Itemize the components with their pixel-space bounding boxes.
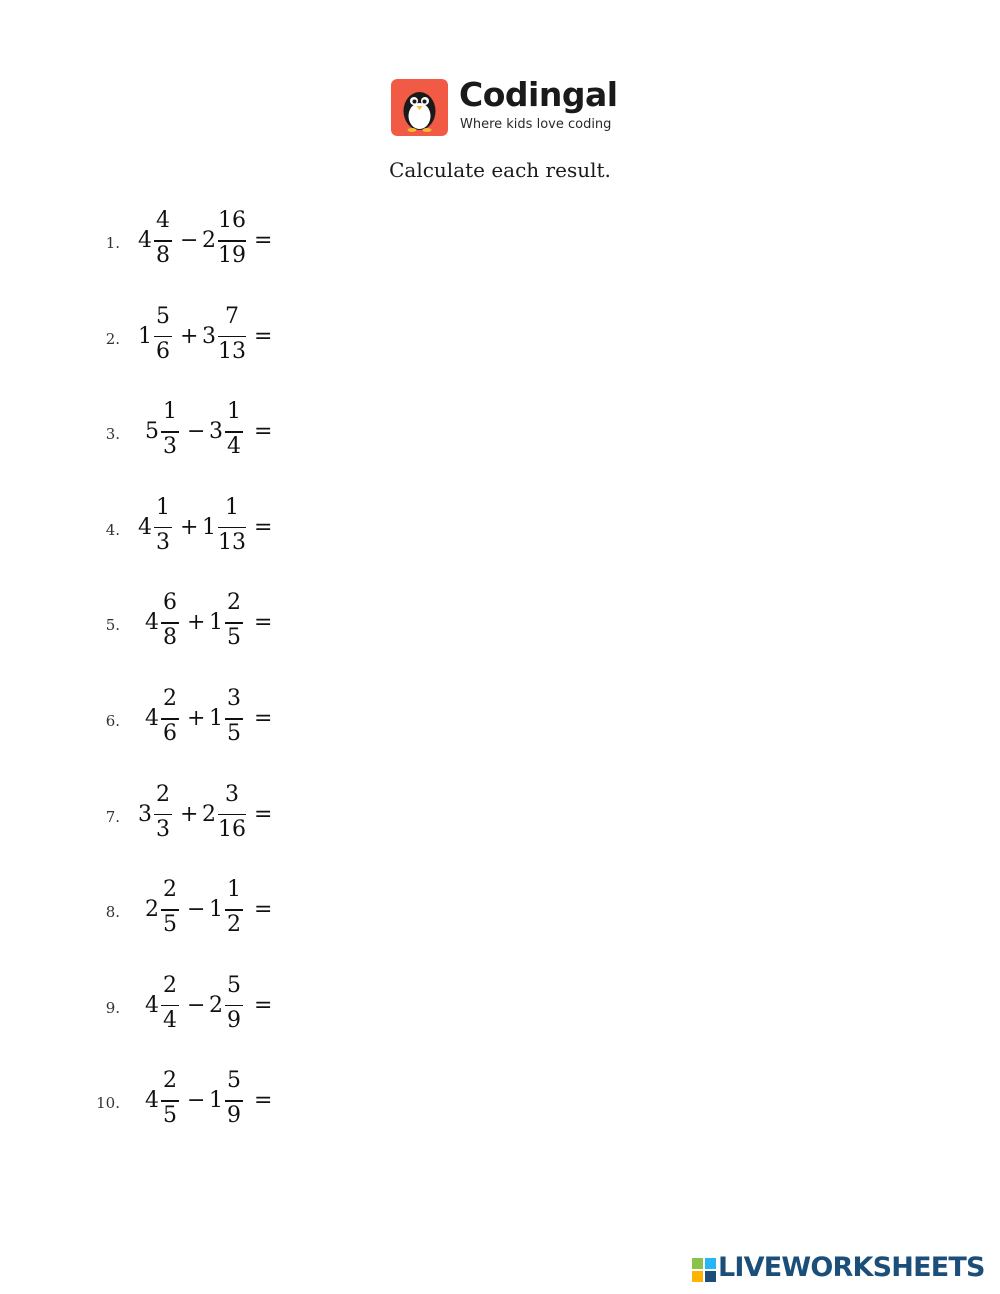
numerator: 2 — [163, 972, 177, 998]
problem-item — [0, 300, 400, 380]
numerator: 2 — [163, 877, 177, 903]
denominator: 6 — [156, 338, 170, 364]
fraction-bar — [154, 240, 172, 242]
problem-item — [0, 1064, 400, 1144]
denominator: 3 — [156, 529, 170, 555]
first-whole-number: 2 — [145, 897, 159, 923]
numerator: 3 — [227, 686, 241, 711]
numerator: 16 — [218, 208, 246, 233]
fraction-bar — [161, 1005, 179, 1007]
equals-sign: = — [254, 992, 273, 1018]
problem-item — [0, 778, 400, 858]
operator: + — [180, 323, 199, 349]
problem-number: 3. — [105, 425, 120, 444]
equals-sign: = — [254, 514, 273, 540]
denominator: 5 — [163, 1103, 177, 1129]
problem-number: 5. — [105, 616, 120, 635]
problem-item — [0, 204, 400, 284]
fraction-bar — [225, 431, 243, 433]
numerator: 6 — [163, 590, 177, 616]
problem-item — [0, 682, 400, 762]
equals-sign: = — [254, 228, 273, 253]
first-whole-number: 4 — [138, 228, 152, 253]
denominator: 3 — [163, 434, 177, 460]
second-whole-number: 1 — [209, 897, 223, 923]
liveworksheets-brand — [692, 1253, 992, 1285]
first-whole-number: 1 — [138, 323, 152, 349]
numerator: 5 — [227, 972, 241, 998]
problem-number: 8. — [105, 903, 120, 922]
problem-number: 6. — [105, 712, 120, 730]
denominator: 9 — [227, 1007, 241, 1033]
fraction-bar — [154, 527, 172, 529]
first-whole-number: 5 — [145, 419, 159, 445]
problem-number: 7. — [105, 807, 120, 826]
denominator: 4 — [163, 1007, 177, 1033]
numerator: 1 — [225, 494, 239, 520]
denominator: 8 — [163, 625, 177, 651]
problem-number: 2. — [105, 329, 120, 348]
operator: + — [180, 801, 199, 827]
numerator: 2 — [163, 1068, 177, 1094]
denominator: 9 — [227, 1103, 241, 1129]
liveworksheets-logo-icon — [692, 1258, 716, 1282]
operator: − — [187, 1088, 206, 1114]
second-whole-number: 1 — [209, 706, 223, 731]
numerator: 1 — [163, 399, 177, 425]
second-whole-number: 1 — [209, 1088, 223, 1114]
numerator: 1 — [227, 399, 241, 425]
equals-sign: = — [254, 1088, 273, 1114]
fraction-bar — [218, 527, 246, 529]
denominator: 8 — [156, 243, 170, 268]
operator: + — [187, 706, 206, 731]
brand-tagline: Where kids love coding — [460, 117, 612, 132]
fraction-bar — [161, 431, 179, 433]
first-whole-number: 4 — [145, 706, 159, 731]
numerator: 1 — [227, 877, 241, 903]
liveworksheets-text: LIVEWORKSHEETS — [718, 1252, 985, 1283]
operator: − — [187, 992, 206, 1018]
equals-sign: = — [254, 323, 273, 349]
operator: + — [180, 514, 199, 540]
denominator: 16 — [218, 816, 246, 842]
numerator: 1 — [156, 494, 170, 520]
denominator: 19 — [218, 243, 246, 268]
second-whole-number: 1 — [209, 610, 223, 636]
fraction-bar — [218, 336, 246, 338]
fraction-bar — [161, 718, 179, 720]
instructions: Calculate each result. — [389, 158, 611, 182]
equals-sign: = — [254, 801, 273, 827]
second-whole-number: 3 — [202, 323, 216, 349]
denominator: 6 — [163, 721, 177, 746]
second-whole-number: 3 — [209, 419, 223, 445]
numerator: 7 — [225, 303, 239, 329]
first-whole-number: 3 — [138, 801, 152, 827]
denominator: 5 — [227, 721, 241, 746]
numerator: 2 — [163, 686, 177, 711]
numerator: 2 — [227, 590, 241, 616]
fraction-bar — [161, 909, 179, 911]
denominator: 5 — [163, 912, 177, 938]
first-whole-number: 4 — [145, 610, 159, 636]
second-whole-number: 2 — [202, 228, 216, 253]
brand-name: Codingal — [459, 75, 618, 114]
problem-item — [0, 491, 400, 571]
first-whole-number: 4 — [138, 514, 152, 540]
numerator: 3 — [225, 781, 239, 807]
operator: − — [187, 419, 206, 445]
fraction-bar — [225, 718, 243, 720]
fraction-bar — [154, 336, 172, 338]
numerator: 5 — [227, 1068, 241, 1094]
fraction-bar — [225, 1005, 243, 1007]
fraction-bar — [225, 909, 243, 911]
fraction-bar — [218, 240, 246, 242]
problem-item — [0, 586, 400, 666]
numerator: 5 — [156, 303, 170, 329]
denominator: 4 — [227, 434, 241, 460]
problem-item — [0, 969, 400, 1049]
problem-item — [0, 395, 400, 475]
equals-sign: = — [254, 706, 273, 731]
numerator: 2 — [156, 781, 170, 807]
fraction-bar — [218, 814, 246, 816]
denominator: 5 — [227, 625, 241, 651]
denominator: 13 — [218, 338, 246, 364]
second-whole-number: 2 — [202, 801, 216, 827]
denominator: 2 — [227, 912, 241, 938]
problem-number: 10. — [96, 1094, 120, 1113]
equals-sign: = — [254, 610, 273, 636]
fraction-bar — [161, 622, 179, 624]
problem-number: 1. — [105, 234, 120, 252]
equals-sign: = — [254, 897, 273, 923]
fraction-bar — [161, 1100, 179, 1102]
equals-sign: = — [254, 419, 273, 445]
first-whole-number: 4 — [145, 992, 159, 1018]
numerator: 4 — [156, 208, 170, 233]
problem-number: 4. — [105, 520, 120, 539]
operator: − — [187, 897, 206, 923]
operator: − — [180, 228, 199, 253]
first-whole-number: 4 — [145, 1088, 159, 1114]
problem-number: 9. — [105, 998, 120, 1017]
fraction-bar — [154, 814, 172, 816]
second-whole-number: 1 — [202, 514, 216, 540]
fraction-bar — [225, 1100, 243, 1102]
denominator: 3 — [156, 816, 170, 842]
second-whole-number: 2 — [209, 992, 223, 1018]
problem-item — [0, 873, 400, 953]
operator: + — [187, 610, 206, 636]
denominator: 13 — [218, 529, 246, 555]
fraction-bar — [225, 622, 243, 624]
